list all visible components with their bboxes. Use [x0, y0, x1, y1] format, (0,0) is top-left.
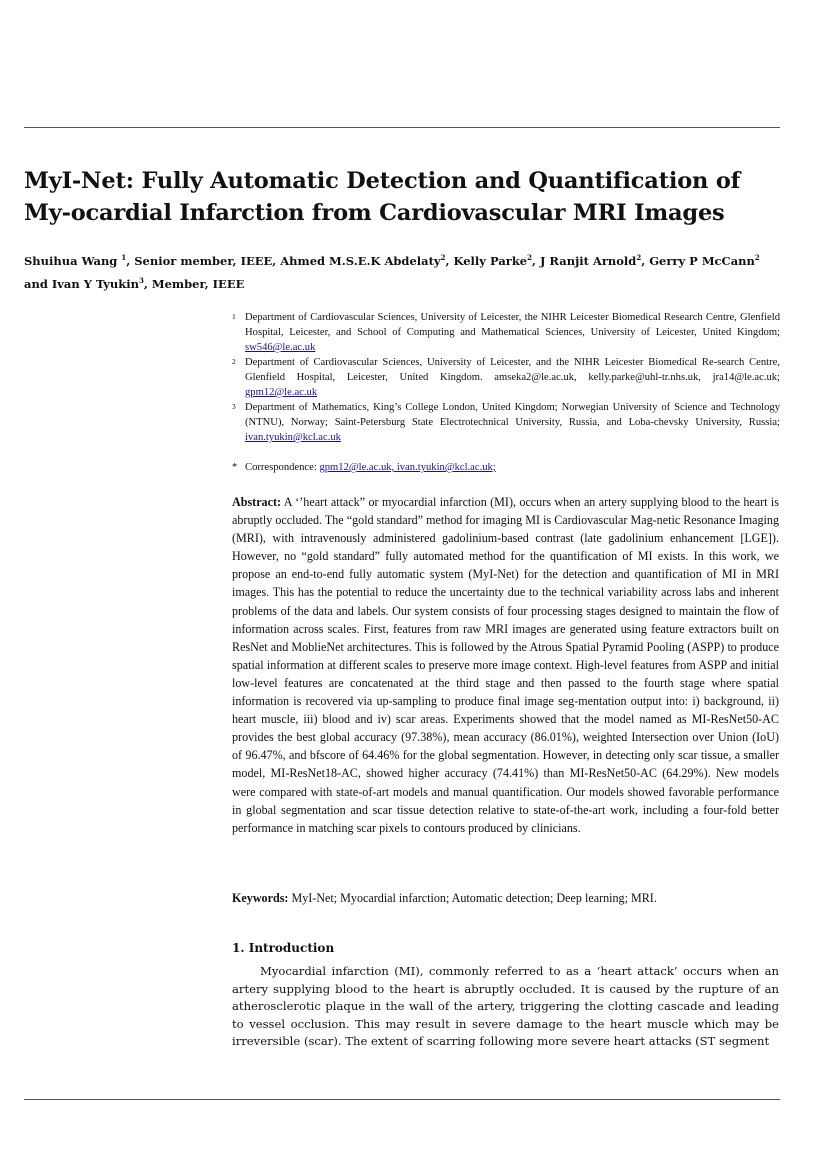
affiliation-email-link[interactable]: ivan.tyukin@kcl.ac.uk	[245, 432, 341, 443]
author-affil-marker: 2	[754, 253, 760, 262]
author-name: , Gerry P McCann	[641, 253, 755, 268]
correspondence-label: Correspondence:	[245, 462, 320, 473]
correspondence-email-link[interactable]: gpm12@le.ac.uk, ivan.tyukin@kcl.ac.uk;	[319, 462, 496, 473]
author-affil-marker: 3	[138, 275, 144, 285]
keywords-label: Keywords:	[232, 891, 289, 905]
affiliation-email-link[interactable]: gpm12@le.ac.uk	[245, 387, 318, 398]
author-name: , J Ranjit Arnold	[531, 253, 637, 268]
section-heading-introduction: 1. Introduction	[232, 941, 335, 955]
author-name: , Kelly Parke	[445, 253, 528, 268]
author-name: Shuihua Wang	[24, 253, 122, 268]
affiliation-number: 1	[232, 312, 236, 321]
affiliation-number: 3	[232, 402, 236, 411]
correspondence-marker: *	[232, 462, 238, 473]
affiliation-number: 2	[232, 357, 236, 366]
header-rule	[24, 127, 780, 128]
author-name: , Senior member, IEEE, Ahmed M.S.E.K Abdelaty	[126, 253, 441, 268]
keywords	[232, 889, 779, 907]
affiliation-email-link[interactable]: sw546@le.ac.uk	[245, 342, 316, 353]
affiliation-item	[232, 400, 780, 445]
author-list	[24, 248, 784, 294]
footer-rule	[24, 1099, 780, 1100]
introduction-paragraph: Myocardial infarction (MI), commonly referred to as a ‘heart attack’ occurs when an artery supplying blood to the heart is abruptly occluded. It is caused by the rupture of an atherosclerotic plaque in the wall of the artery, triggering the clotting cascade and leading to vessel occlusion. This may result in severe damage to the heart muscle which may be irreversible (scar). The extent of scarring following more severe heart attacks (ST segment	[232, 964, 779, 1049]
affiliation-text: Department of Cardiovascular Sciences, University of Leicester, and the NIHR Leicester Biomedical Re-search Centre, Glenfield Hospital, Leicester, United Kingdom. amseka2@le.ac.uk, kelly.parke@uhl-tr.nhs.uk, jra14@le.ac.uk;	[245, 357, 780, 383]
correspondence	[232, 460, 793, 475]
author-affil-marker: 2	[527, 253, 532, 262]
abstract	[232, 493, 779, 837]
abstract-label: Abstract:	[232, 495, 282, 509]
author-affil-marker: 1	[121, 253, 127, 262]
author-name: and Ivan Y Tyukin	[24, 276, 139, 291]
author-affil-marker: 2	[636, 253, 642, 262]
author-name: , Member, IEEE	[143, 276, 245, 291]
affiliation-item	[232, 355, 780, 400]
keywords-text: MyI-Net; Myocardial infarction; Automatic detection; Deep learning; MRI.	[288, 891, 657, 905]
abstract-text: A ‘’heart attack” or myocardial infarction (MI), occurs when an artery supplying blood to the heart is abruptly occluded. The “gold standard” method for imaging MI is Cardiovascular Mag-netic Resonance Imaging (MRI), with intravenously administered gadolinium-based contrast (late gadolinium enhancement [LGE]). However, no “gold standard” fully automated method for the quantification of MI exists. In this work, we propose an end-to-end fully automatic system (MyI-Net) for the detection and quantification of MI in MRI images. This has the potential to reduce the uncertainty due to the technical variability across labs and inherent problems of the data and labels. Our system consists of four processing stages designed to maintain the flow of information across scales. First, features from raw MRI images are generated using feature extractors built on ResNet and MoblieNet architectures. This is followed by the Atrous Spatial Pyramid Pooling (ASPP) to produce spatial information at different scales to preserve more image context. High-level features from ASPP and initial low-level features are concatenated at the third stage and then passed to the fourth stage where spatial information is recovered via up-sampling to produce final image seg-mentation output into: i) background, ii) heart muscle, iii) blood and iv) scar areas. Experiments showed that the model named as MI-ResNet50-AC provides the best global accuracy (97.38%), mean accuracy (86.01%), weighted Intersection over Union (IoU) of 96.47%, and bfscore of 64.46% for the global segmentation. However, in detecting only scar tissue, a smaller model, MI-ResNet18-AC, showed higher accuracy (74.41%) than MI-ResNet50-AC (64.29%). New models were compared with state-of-art models and manual quantification. Our models showed favorable performance in global segmentation and scar tissue detection relative to state-of-the-art work, including a four-fold better performance in matching scar pixels to contours produced by clinicians.	[232, 495, 779, 835]
affiliation-item	[232, 310, 780, 355]
affiliations	[232, 310, 780, 445]
affiliation-text: Department of Mathematics, King’s College London, United Kingdom; Norwegian University of Science and Technology (NTNU), Norway; Saint-Petersburg State Electrotechnical University, Russia, and Loba-chevsky University, Russia;	[245, 402, 780, 428]
paper-title: MyI-Net: Fully Automatic Detection and Quantification of My-ocardial Infarction from Cardiovascular MRI Images	[24, 168, 741, 226]
affiliation-text: Department of Cardiovascular Sciences, University of Leicester, the NIHR Leicester Biomedical Research Centre, Glenfield Hospital, Leicester, and School of Computing and Mathematical Sciences, University of Leicester, United Kingdom;	[245, 312, 780, 338]
author-affil-marker: 2	[440, 253, 446, 262]
